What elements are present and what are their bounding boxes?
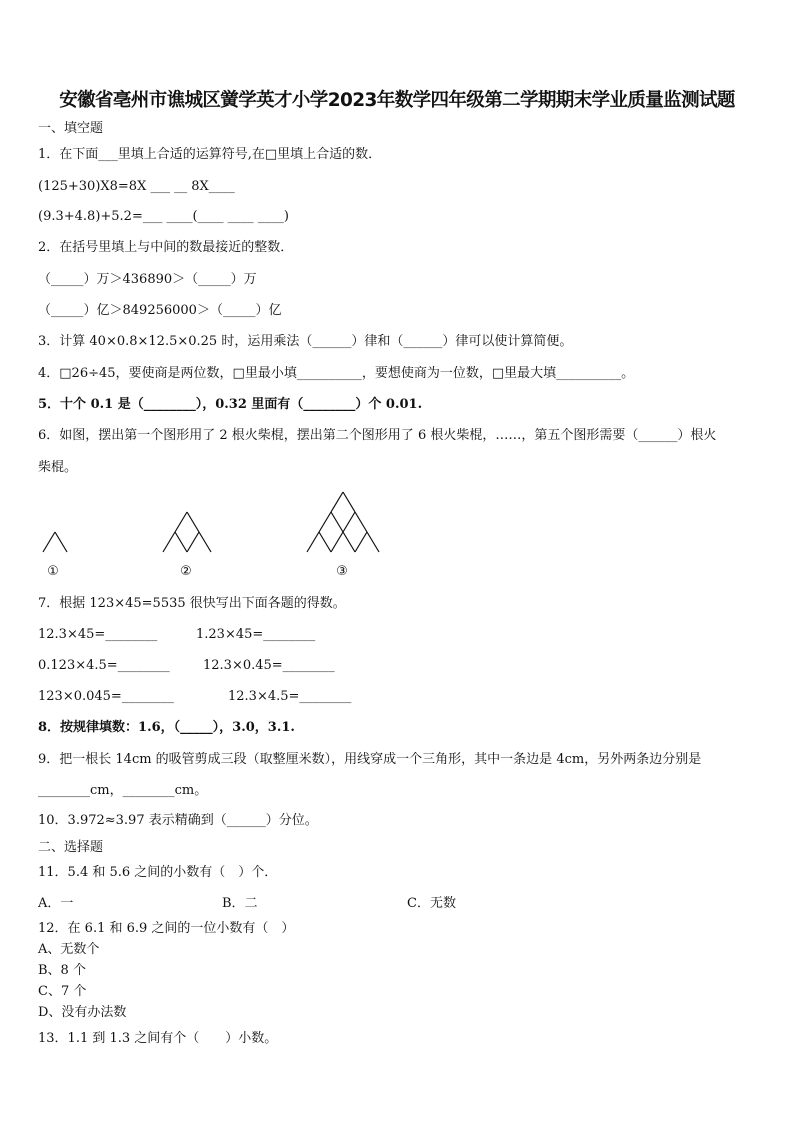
q12-option-c: C、7 个 [38,984,87,999]
q5: 5．十个 0.1 是（________），0.32 里面有（________）个 0.01. [38,397,423,412]
q1-line1: (125+30)X8=8X ___ __ 8X____ [38,179,235,194]
q2-line2: （_____）亿＞849256000＞（_____）亿 [38,303,282,318]
figure-label-2: ② [180,564,192,579]
section-fill-blank: 一、填空题 [38,121,104,136]
q7-b1: 0.123×4.5=________ [38,658,170,673]
page-title: 安徽省亳州市谯城区黉学英才小学2023年数学四年级第二学期期末学业质量监测试题 [59,90,735,111]
q6-line2: 柴棍。 [38,460,78,475]
q6-line1: 6．如图，摆出第一个图形用了 2 根火柴棍，摆出第二个图形用了 6 根火柴棍，……，第五个图形需要（______）根火 [38,428,717,443]
section-multiple-choice: 二、选择题 [38,840,104,855]
q9-line2: ________cm，________cm。 [38,783,208,798]
q9-line1: 9．把一根长 14cm 的吸管剪成三段（取整厘米数），用线穿成一个三角形，其中一条边是 4cm，另外两条边分别是 [38,752,702,767]
q8: 8．按规律填数：1.6，（_____），3.0，3.1. [38,720,295,735]
q7-a1: 12.3×45=________ [38,627,158,642]
q11-option-a: A．一 [38,896,74,911]
q12-option-a: A、无数个 [38,942,100,957]
q11-stem: 11．5.4 和 5.6 之间的小数有（ ）个． [38,865,278,880]
q7-a2: 1.23×45=________ [196,627,316,642]
figure-label-1: ① [47,564,59,579]
q11-option-b: B．二 [222,896,258,911]
q3: 3．计算 40×0.8×12.5×0.25 时，运用乘法（______）律和（______）律可以使计算简便。 [38,334,573,349]
q12-option-d: D、没有办法数 [38,1005,127,1020]
q2-line1: （_____）万＞436890＞（_____）万 [38,272,257,287]
q1-stem: 1．在下面___里填上合适的运算符号,在□里填上合适的数． [38,147,382,162]
q4: 4．□26÷45，要使商是两位数，□里最小填__________，要想使商为一位数，□里最大填__________。 [38,366,635,381]
q12-stem: 12．在 6.1 和 6.9 之间的一位小数有（ ） [38,921,295,936]
q7-stem: 7．根据 123×45=5535 很快写出下面各题的得数。 [38,596,346,611]
q10: 10．3.972≈3.97 表示精确到（______）分位。 [38,813,318,828]
figure-1 [43,532,67,552]
q13: 13．1.1 到 1.3 之间有个（ ）小数。 [38,1031,278,1046]
q7-b2: 12.3×0.45=________ [203,658,335,673]
matchstick-figures [0,480,794,585]
figure-2 [163,512,211,552]
figure-label-3: ③ [336,564,348,579]
q7-c1: 123×0.045=________ [38,689,174,704]
figure-3 [307,492,379,552]
q7-c2: 12.3×4.5=________ [228,689,352,704]
q2-stem: 2．在括号里填上与中间的数最接近的整数． [38,240,294,255]
q12-option-b: B、8 个 [38,963,86,978]
q1-line2: (9.3+4.8)+5.2=___ ____(____ ____ ____) [38,209,289,224]
q11-option-c: C．无数 [407,896,456,911]
